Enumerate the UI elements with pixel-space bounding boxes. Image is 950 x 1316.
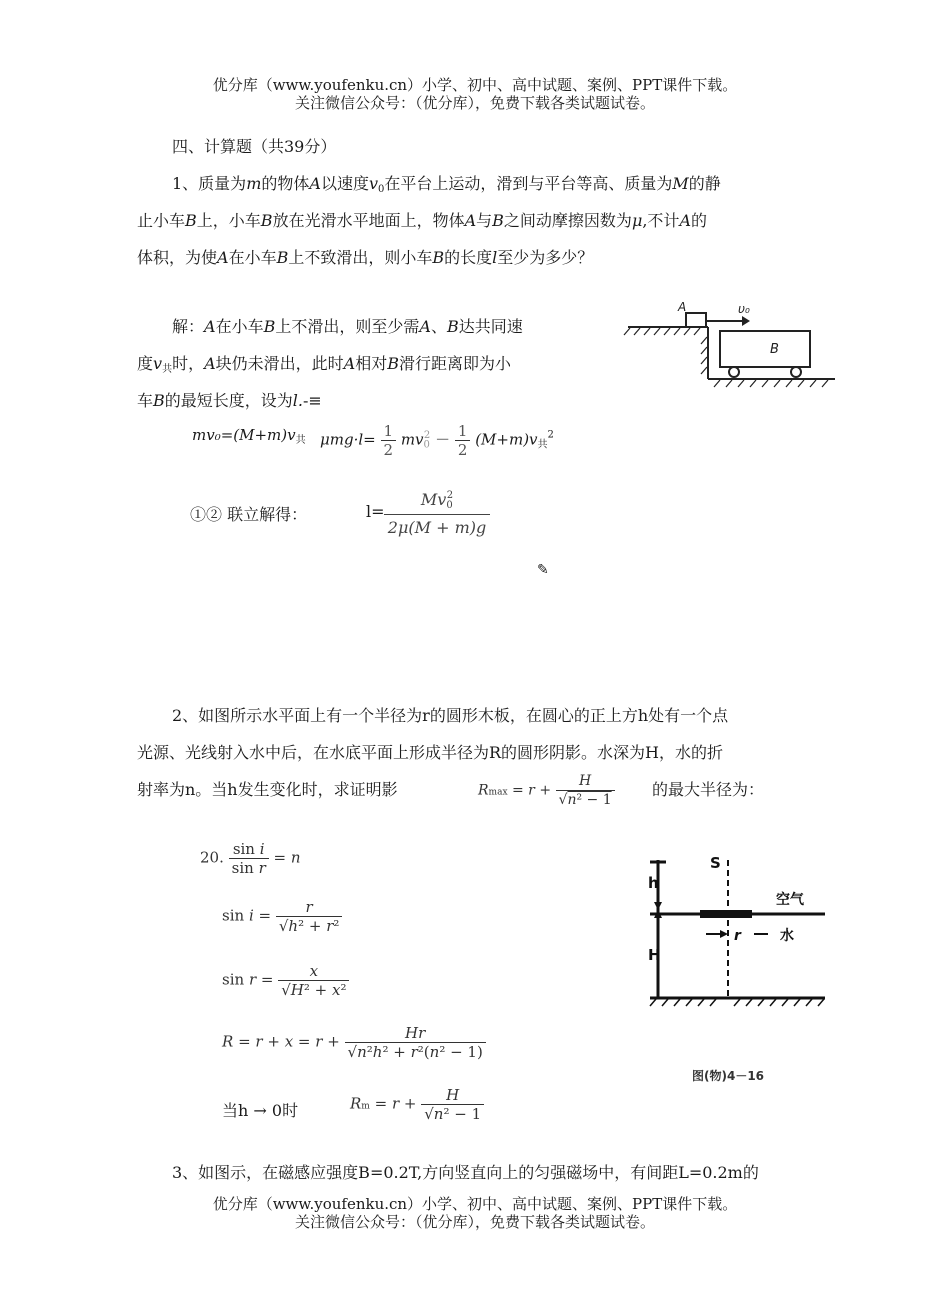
q1-solution-line-1: 解：A在小车B上不滑出，则至少需A、B达共同速 xyxy=(172,317,523,336)
svg-text:S: S xyxy=(710,854,721,872)
q1-figure-cart xyxy=(620,295,840,390)
svg-text:B: B xyxy=(770,342,779,357)
q2-solution-Rm: Rm = r + $\frac{H}{\text{√n² − 1}}$ xyxy=(350,1086,484,1123)
q1-equation-energy: μmg·l= $\frac{1}{2}$ $mv_0^2$ － $\frac{1}{2}$ $(M+m)v_共^2$ xyxy=(320,422,554,459)
q1-line-3: 体积，为使A在小车B上不致滑出，则小车B的长度l至少为多少？ xyxy=(137,248,594,267)
q1-solution-line-3: 车B的最短长度，设为l.-≡ xyxy=(137,391,322,410)
q2-line-3b: 的最大半径为： xyxy=(652,780,765,799)
q1-equation-result-label: ①② 联立解得： xyxy=(190,505,308,524)
q2-solution-limit: 当h → 0时 xyxy=(222,1101,299,1120)
q2-solution-R: R = r + x = r + $\frac{Hr}{\text{√n²h² + r²(n² − 1)}}$ xyxy=(222,1024,486,1061)
q1-line-1: 1、质量为m的物体A以速度$v_0$在平台上运动，滑到与平台等高、质量为M的静 xyxy=(172,174,721,195)
svg-text:水: 水 xyxy=(780,928,794,944)
q1-solution-line-2: 度$v_共$时，A块仍未滑出，此时A相对B滑行距离即为小 xyxy=(137,354,512,375)
q1-equation-momentum: $mv_0=(M+m)v_共$ xyxy=(192,426,306,446)
header-line-1: 优分库（www.youfenku.cn）小学、初中、高中试题、案例、PPT课件下载。 xyxy=(212,76,738,94)
svg-text:υ₀: υ₀ xyxy=(738,302,750,316)
svg-text:r: r xyxy=(734,928,741,944)
q1-equation-result-fraction: $Mv_0^2$ 2μ(M + m)g xyxy=(384,490,490,537)
q2-figure-light xyxy=(640,848,830,1088)
q2-formula-rmax: Rmax = r + $\frac{H}{\text{√n² − 1}}$ xyxy=(478,772,615,809)
svg-text:空气: 空气 xyxy=(776,892,804,908)
q3-line-1: 3、如图示，在磁感应强度B=0.2T,方向竖直向上的匀强磁场中，有间距L=0.2m的 xyxy=(172,1163,759,1182)
svg-text:A: A xyxy=(678,300,687,314)
footer-line-1: 优分库（www.youfenku.cn）小学、初中、高中试题、案例、PPT课件下载。 xyxy=(212,1195,738,1213)
q2-line-1: 2、如图所示水平面上有一个半径为r的圆形木板，在圆心的正上方h处有一个点 xyxy=(172,706,729,725)
svg-text:图(物)4－16: 图(物)4－16 xyxy=(692,1069,765,1083)
header-line-2: 关注微信公众号：（优分库），免费下载各类试题试卷。 xyxy=(294,94,655,112)
q2-line-3a: 射率为n。当h发生变化时，求证明影 xyxy=(137,780,398,799)
q1-equation-result-lhs: l= xyxy=(366,502,385,521)
section-title: 四、计算题（共39分） xyxy=(172,137,337,156)
q2-line-2: 光源、光线射入水中后，在水底平面上形成半径为R的圆形阴影。水深为H，水的折 xyxy=(137,743,724,762)
footer-line-2: 关注微信公众号：（优分库），免费下载各类试题试卷。 xyxy=(294,1213,655,1231)
svg-text:H: H xyxy=(648,946,661,964)
q2-solution-snell: 20. $\frac{\text{sin i}}{\text{sin r}}$ = n xyxy=(200,840,301,877)
q2-solution-sin-i: sin i = $\frac{r}{\text{√h² + r²}}$ xyxy=(222,898,342,935)
q2-solution-sin-r: sin r = $\frac{x}{\text{√H² + x²}}$ xyxy=(222,962,349,999)
svg-text:h: h xyxy=(648,874,659,892)
small-mark-icon: ✎ xyxy=(537,562,549,578)
q1-line-2: 止小车B上，小车B放在光滑水平地面上，物体A与B之间动摩擦因数为μ,不计A的 xyxy=(137,211,708,230)
